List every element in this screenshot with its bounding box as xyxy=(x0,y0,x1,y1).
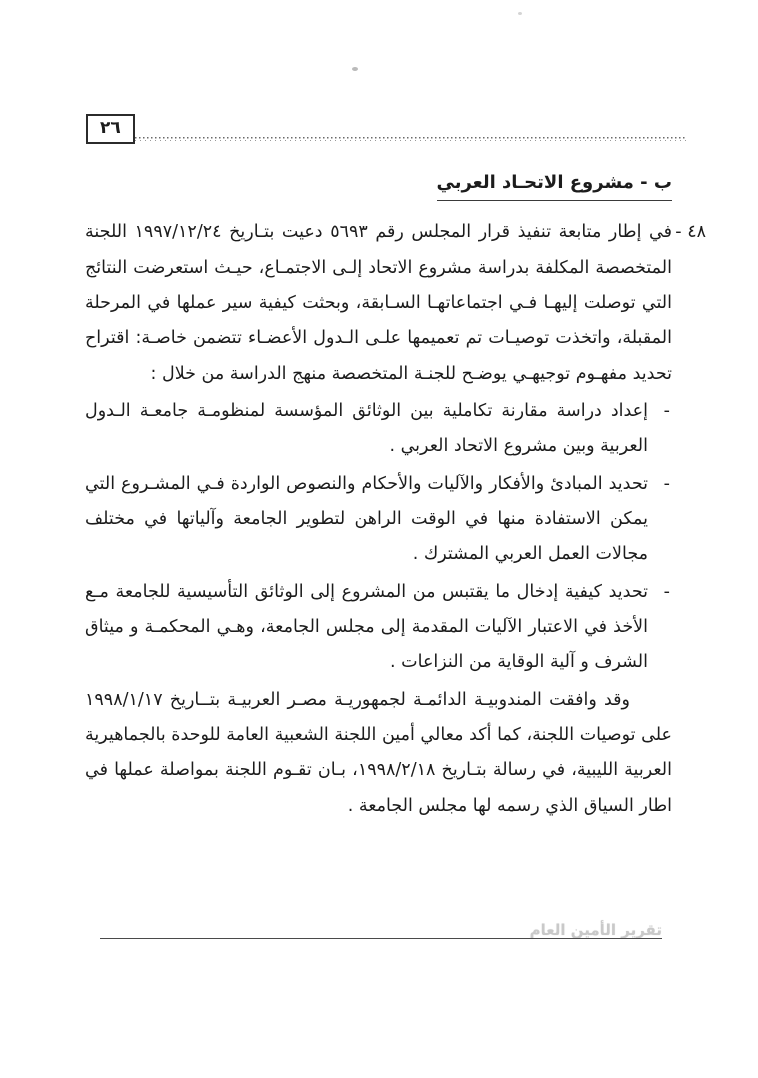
section-heading: ب - مشروع الاتحـاد العربي xyxy=(437,170,672,201)
bullet-text: تحديد المبادئ والأفكار والآليات والأحكام والنصوص الواردة فـي المشـروع التي يمكن الاستفادة منها في الوقت الراهن لتطوير الجامعة وآلياتها في مختلف مجالات العمل العربي المشترك . xyxy=(85,473,648,565)
scan-artifact xyxy=(352,67,358,71)
item-number: ٤٨ - xyxy=(675,222,706,243)
closing-paragraph: وقد وافقت المندوبيـة الدائمـة لجمهوريـة مصـر العربيـة بتــاريخ ١٩٩٨/١/١٧ على توصيات اللجنة، كما أكد معالي أمين اللجنة الشعبية العامة للوحدة بالجماهيرية العربية الليبية، في رسالة بتـاريخ ١٩٩٨/٢/١٨، بـان تقـوم اللجنة بمواصلة عملها في اطار السياق الذي رسمه لها مجلس الجامعة . xyxy=(85,689,672,816)
bullet-item xyxy=(85,467,672,573)
page-number: ٢٦ xyxy=(100,118,121,138)
page-number-box xyxy=(86,114,135,144)
footer-rule xyxy=(100,938,662,939)
bullet-text: إعداد دراسة مقارنة تكاملية بين الوثائق المؤسسة لمنظومـة جامعـة الـدول العربية وبين مشروع الاتحاد العربي . xyxy=(85,400,648,457)
paragraph-intro-text: في إطار متابعة تنفيذ قرار المجلس رقم ٥٦٩٣ دعيت بتـاريخ ١٩٩٧/١٢/٢٤ اللجنة المتخصصة المكلفة بدراسة مشروع الاتحاد إلـى الاجتمـاع، حيـث استعرضت النتائج التي توصلت إليهـا فـي اجتماعاتهـا السـابقة، وبحثت كيفية سير عملها في المرحلة المقبلة، واتخذت توصيـات تم تعميمها علـى الـدول الأعضـاء تتضمن خاصـة: اقتراح تحديد مفهـوم توجيهـي يوضـح للجنـة المتخصصة منهج الدراسة من خلال : xyxy=(85,222,672,384)
bullet-item xyxy=(85,394,672,465)
page-header xyxy=(86,114,686,144)
footer-watermark-text: تقرير الأمين العام xyxy=(529,921,662,939)
document-body xyxy=(85,170,706,824)
scan-artifact xyxy=(518,12,522,15)
bullet-text: تحديد كيفية إدخال ما يقتبس من المشروع إلى الوثائق التأسيسية للجامعة مـع الأخذ في الاعتبار الآليات المقدمة إلى مجلس الجامعة، وهـي المحكمـة و ميثاق الشرف و آلية الوقاية من النزاعات . xyxy=(85,581,648,673)
header-dotted-rule xyxy=(135,137,686,141)
bullet-dash-icon: - xyxy=(663,473,670,494)
bullet-dash-icon: - xyxy=(663,400,670,421)
bullet-item xyxy=(85,575,672,681)
bullet-dash-icon: - xyxy=(663,581,670,602)
numbered-paragraph xyxy=(85,215,706,392)
